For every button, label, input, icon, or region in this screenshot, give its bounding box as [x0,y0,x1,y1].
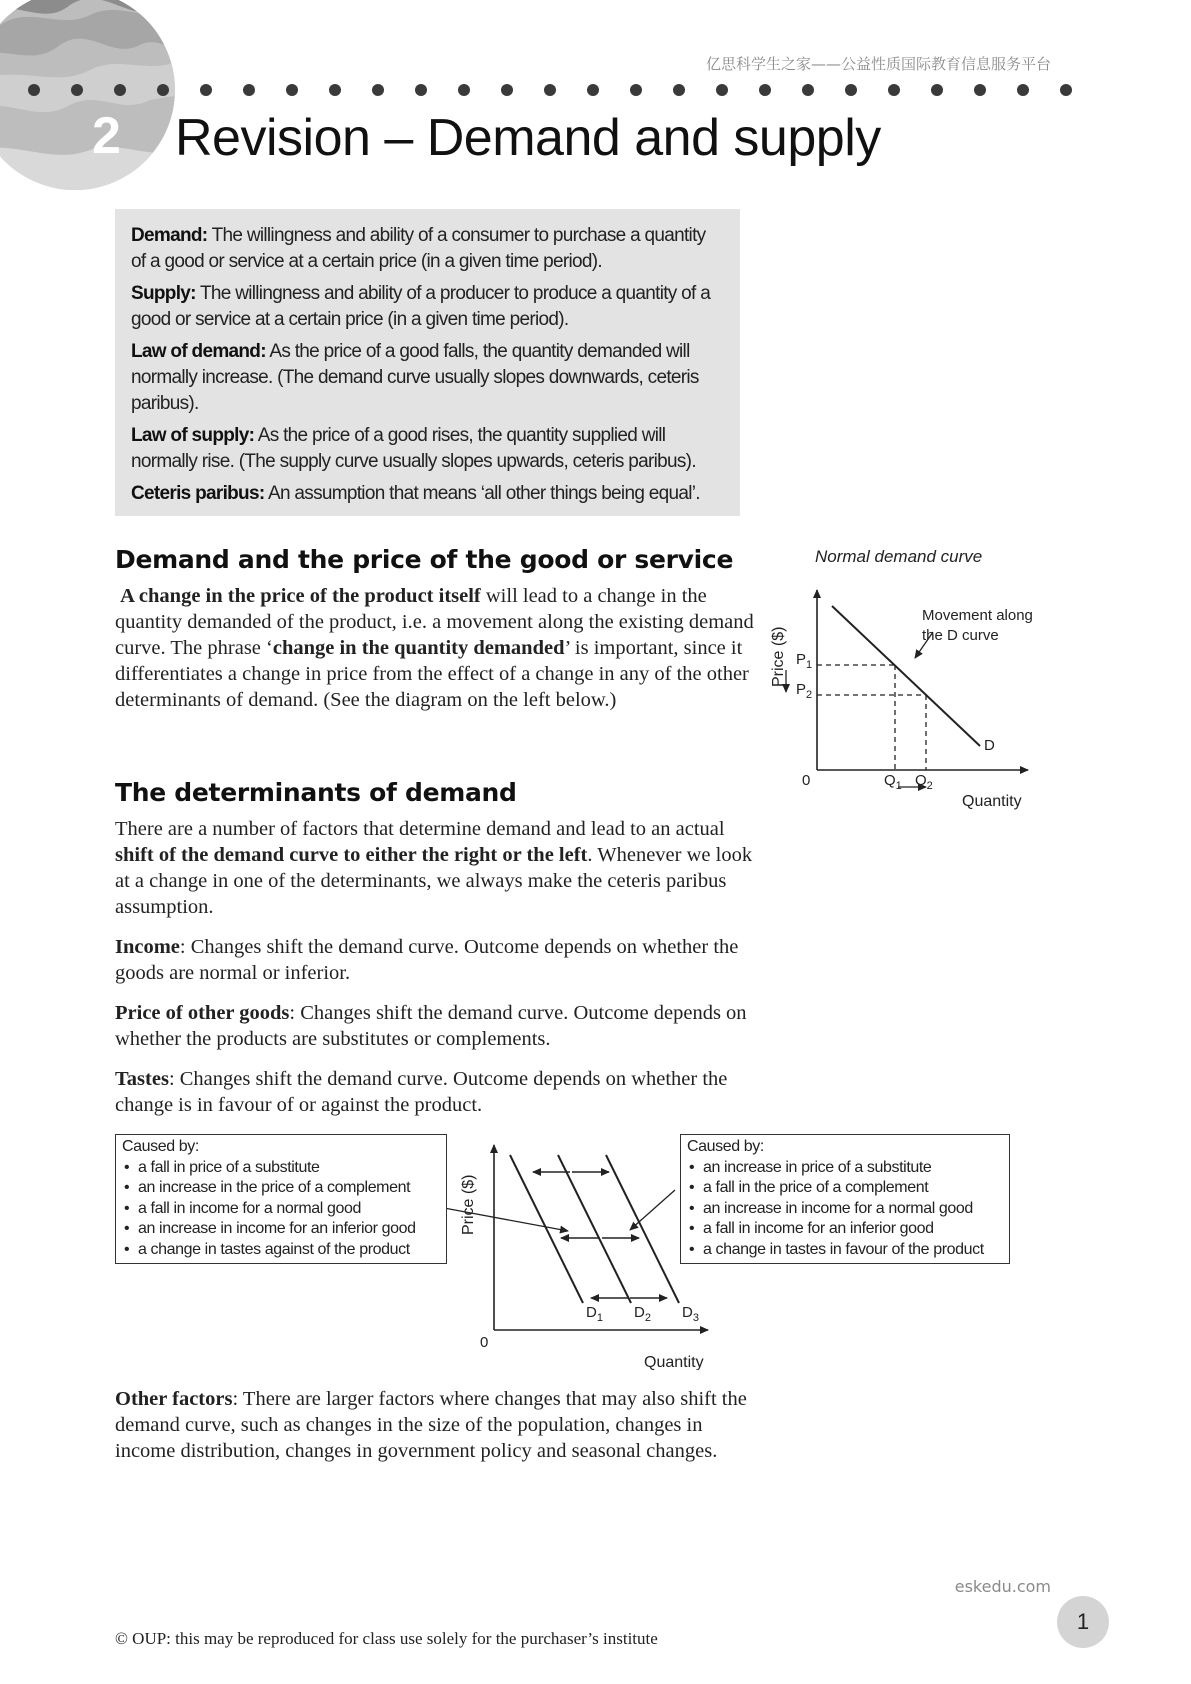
footer-site: eskedu.com [954,1577,1051,1596]
definition-text: As the price of a good rises, the quantity supplied will normally rise. (The supply curve usually slopes upwards, ceteris paribus). [131,425,696,472]
q-letter: Q [915,772,927,789]
section-determinants-body [115,816,755,1130]
list-item: • a change in tastes in favour of the product [703,1240,1003,1261]
definition-term: Law of supply: [131,425,255,446]
text-run: : Changes shift the demand curve. Outcome depends on whether the change is in favour of or against the product. [115,1068,728,1116]
box-title: Caused by: [122,1138,199,1155]
d-letter: D [634,1304,645,1321]
right-box-pointer [630,1190,675,1230]
diagram-title: Normal demand curve [815,547,983,566]
bold-phrase: Price of other goods [115,1002,290,1024]
annotation-line: the D curve [922,627,999,644]
definition-term: Ceteris paribus: [131,483,265,504]
text-run: . Whenever we look at a change in one of the determinants, we always make the ceteris paribus assumption. [115,844,753,918]
cause-list [687,1158,1003,1261]
y-axis-label: Price ($) [460,1174,477,1235]
annotation-text [922,607,1037,644]
bold-phrase: Income [115,936,180,958]
p1-sub: 1 [806,659,813,671]
list-item: • an increase in income for an inferior good [138,1219,440,1240]
page-number: 1 [1076,1609,1090,1634]
x-axis-label: Quantity [962,793,1022,810]
d2-label [634,1304,651,1324]
page-title: Revision – Demand and supply [175,109,881,167]
text-run: : There are larger factors where changes that may also shift the demand curve, such as changes in the size of the population, changes in income distribution, changes in government policy and seasonal changes. [115,1388,747,1462]
list-item: • a fall in income for an inferior good [703,1219,1003,1240]
box-title: Caused by: [687,1138,764,1155]
bold-phrase: A change in the price of the product itself [120,585,481,607]
left-shift-causes-box [115,1134,447,1264]
d3-label [682,1304,699,1324]
copyright-notice: © OUP: this may be reproduced for class use solely for the purchaser’s institute [115,1629,658,1648]
paragraph-other-goods [115,1000,755,1052]
section-heading-determinants: The determinants of demand [115,778,517,807]
p1-label [796,651,812,671]
definition-term: Supply: [131,283,196,304]
x-axis-label: Quantity [644,1354,704,1370]
d-letter: D [586,1304,597,1321]
d1-label [586,1304,603,1324]
definition-supply [131,281,724,333]
list-item: • a fall in the price of a complement [703,1178,1003,1199]
definition-term: Law of demand: [131,341,266,362]
header-watermark: 亿思科学生之家——公益性质国际教育信息服务平台 [705,55,1051,73]
q2-sub: 2 [926,780,933,792]
definition-text: The willingness and ability of a consumer to purchase a quantity of a good or service at a certain price (in a given time period). [131,225,706,272]
bold-phrase: Tastes [115,1068,169,1090]
bold-phrase: shift of the demand curve to either the right or the left [115,844,588,866]
annotation-line: Movement along [922,607,1033,624]
normal-demand-curve-diagram [760,540,1060,815]
y-axis-label: Price ($) [770,626,787,687]
paragraph-income [115,934,755,986]
chapter-badge-graphic [0,0,1191,210]
cause-list [122,1158,440,1261]
definition-demand [131,223,724,275]
text-run: : Changes shift the demand curve. Outcome depends on whether the goods are normal or inferior. [115,936,739,984]
paragraph [115,583,755,713]
text-run: ’ is important, since it differentiates a change in price from the effect of a change in any of the other determinants of demand. (See the diagram on the left below.) [115,637,749,711]
demand-curve-d2 [558,1155,631,1303]
list-item: • a change in tastes against of the product [138,1240,440,1261]
chapter-number: 2 [92,107,121,165]
origin-label: 0 [802,772,811,789]
p-letter: P [796,681,807,698]
paragraph-tastes [115,1066,755,1118]
paragraph [115,1386,755,1464]
list-item: • a fall in income for a normal good [138,1199,440,1220]
bold-phrase: Other factors [115,1388,233,1410]
dotted-rule [28,84,1072,96]
q1-label [884,772,902,792]
p2-sub: 2 [806,689,813,701]
list-item: • a fall in price of a substitute [138,1158,440,1179]
p2-label [796,681,812,701]
definitions-box [115,209,740,516]
definition-law-of-demand [131,339,724,417]
q-letter: Q [884,772,896,789]
d3-sub: 3 [692,1312,699,1324]
d-letter: D [682,1304,693,1321]
origin-label: 0 [480,1334,489,1351]
demand-curve-d3 [606,1155,679,1303]
definition-text: An assumption that means ‘all other things being equal’. [264,483,700,504]
q2-label [915,772,933,792]
definition-text: As the price of a good falls, the quantity demanded will normally increase. (The demand curve usually slopes downwards, ceteris paribus). [131,341,699,414]
text-run: : Changes shift the demand curve. Outcome depends on whether the products are substitutes or complements. [115,1002,747,1050]
paragraph [115,816,755,920]
list-item: • an increase in the price of a complement [138,1178,440,1199]
definition-ceteris-paribus [131,481,724,507]
list-item: • an increase in income for a normal good [703,1199,1003,1220]
definition-law-of-supply [131,423,724,475]
q1-sub: 1 [895,780,902,792]
bold-phrase: change in the quantity demanded [272,637,565,659]
curve-label: D [984,737,995,754]
d1-sub: 1 [596,1312,603,1324]
right-shift-causes-box [680,1134,1010,1264]
section-price-body [115,583,755,725]
text-run: will lead to a change in the quantity demanded of the product, i.e. a movement along the existing demand curve. The phrase ‘ [115,585,754,659]
text-run: There are a number of factors that determine demand and lead to an actual [115,818,725,840]
other-factors-paragraph [115,1386,755,1476]
p-letter: P [796,651,807,668]
definition-term: Demand: [131,225,208,246]
d2-sub: 2 [644,1312,651,1324]
demand-curve-d1 [510,1155,583,1303]
section-heading-price: Demand and the price of the good or service [115,545,734,574]
list-item: • an increase in price of a substitute [703,1158,1003,1179]
definition-text: The willingness and ability of a producer to produce a quantity of a good or service at a certain price (in a given time period). [131,283,711,330]
